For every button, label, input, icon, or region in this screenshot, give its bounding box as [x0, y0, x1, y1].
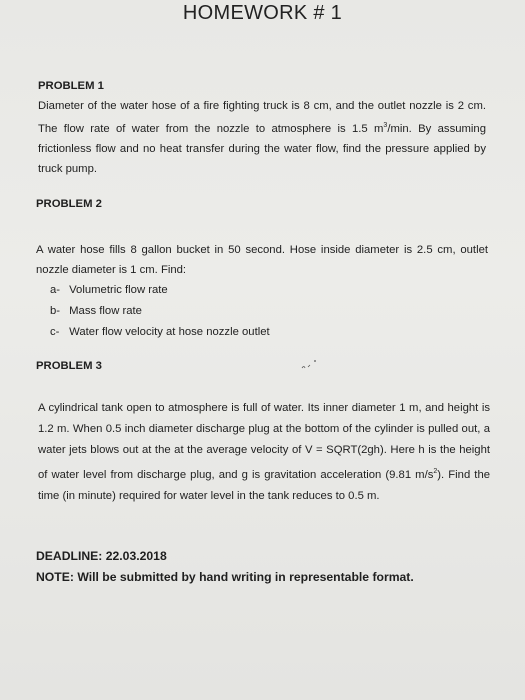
- note: [36, 567, 486, 588]
- problem-2: [36, 240, 488, 343]
- problem-2-heading: PROBLEM 2: [36, 198, 102, 210]
- deadline-block: [36, 546, 486, 588]
- problem-2-text: A water hose fills 8 gallon bucket in 50 second. Hose inside diameter is 2.5 cm, outlet nozzle diameter is 1 cm. Find:: [36, 244, 488, 276]
- list-item: [36, 322, 488, 343]
- item-text: Volumetric flow rate: [69, 284, 168, 296]
- note-text: Will be submitted by hand writing in representable format.: [77, 570, 414, 584]
- problem-1-text: [38, 96, 486, 179]
- pen-mark: [300, 358, 322, 372]
- item-text: Mass flow rate: [69, 305, 142, 317]
- problem-3-text: [38, 398, 490, 507]
- problem-1: [38, 76, 486, 179]
- exponent: 2: [433, 468, 438, 475]
- problem-3-heading: PROBLEM 3: [36, 360, 102, 372]
- problem-2-heading-block: [36, 194, 486, 214]
- item-label: b-: [50, 305, 61, 317]
- problem-1-heading: PROBLEM 1: [38, 80, 104, 92]
- problem-3: [38, 398, 490, 507]
- item-label: c-: [50, 326, 60, 338]
- problem-1-text-part-2: /min. By assuming frictionless flow and no heat transfer during the water flow, find the pressure applied by truck pump.: [38, 122, 486, 175]
- problem-1-text-part-1: Diameter of the water hose of a fire fighting truck is 8 cm, and the outlet nozzle is 2 cm. The flow rate of water from the nozzle to atmosphere is 1.5 m: [38, 100, 486, 135]
- exponent: 3: [383, 122, 388, 129]
- problem-3-heading-block: [36, 356, 486, 376]
- item-label: a-: [50, 284, 61, 296]
- deadline: DEADLINE: 22.03.2018: [36, 549, 167, 563]
- problem-3-text-part-2: ). Find the time (in minute) required for water level in the tank reduces to 0.5 m.: [38, 468, 491, 502]
- list-item: [36, 280, 488, 301]
- note-label: NOTE:: [36, 570, 74, 584]
- problem-3-text-part-1: A cylindrical tank open to atmosphere is full of water. Its inner diameter 1 m, and height is 1.2 m. When 0.5 inch diameter discharge plug at the bottom of the cylinder is pulled out, a water jets blows out at the at the average velocity of V = SQRT(2gh). Here h is the height of water level from discharge plug, and g is gravitation acceleration (9.81 m/s: [38, 402, 490, 481]
- item-text: Water flow velocity at hose nozzle outlet: [69, 326, 270, 338]
- page-title: HOMEWORK # 1: [182, 2, 343, 24]
- list-item: [36, 301, 488, 322]
